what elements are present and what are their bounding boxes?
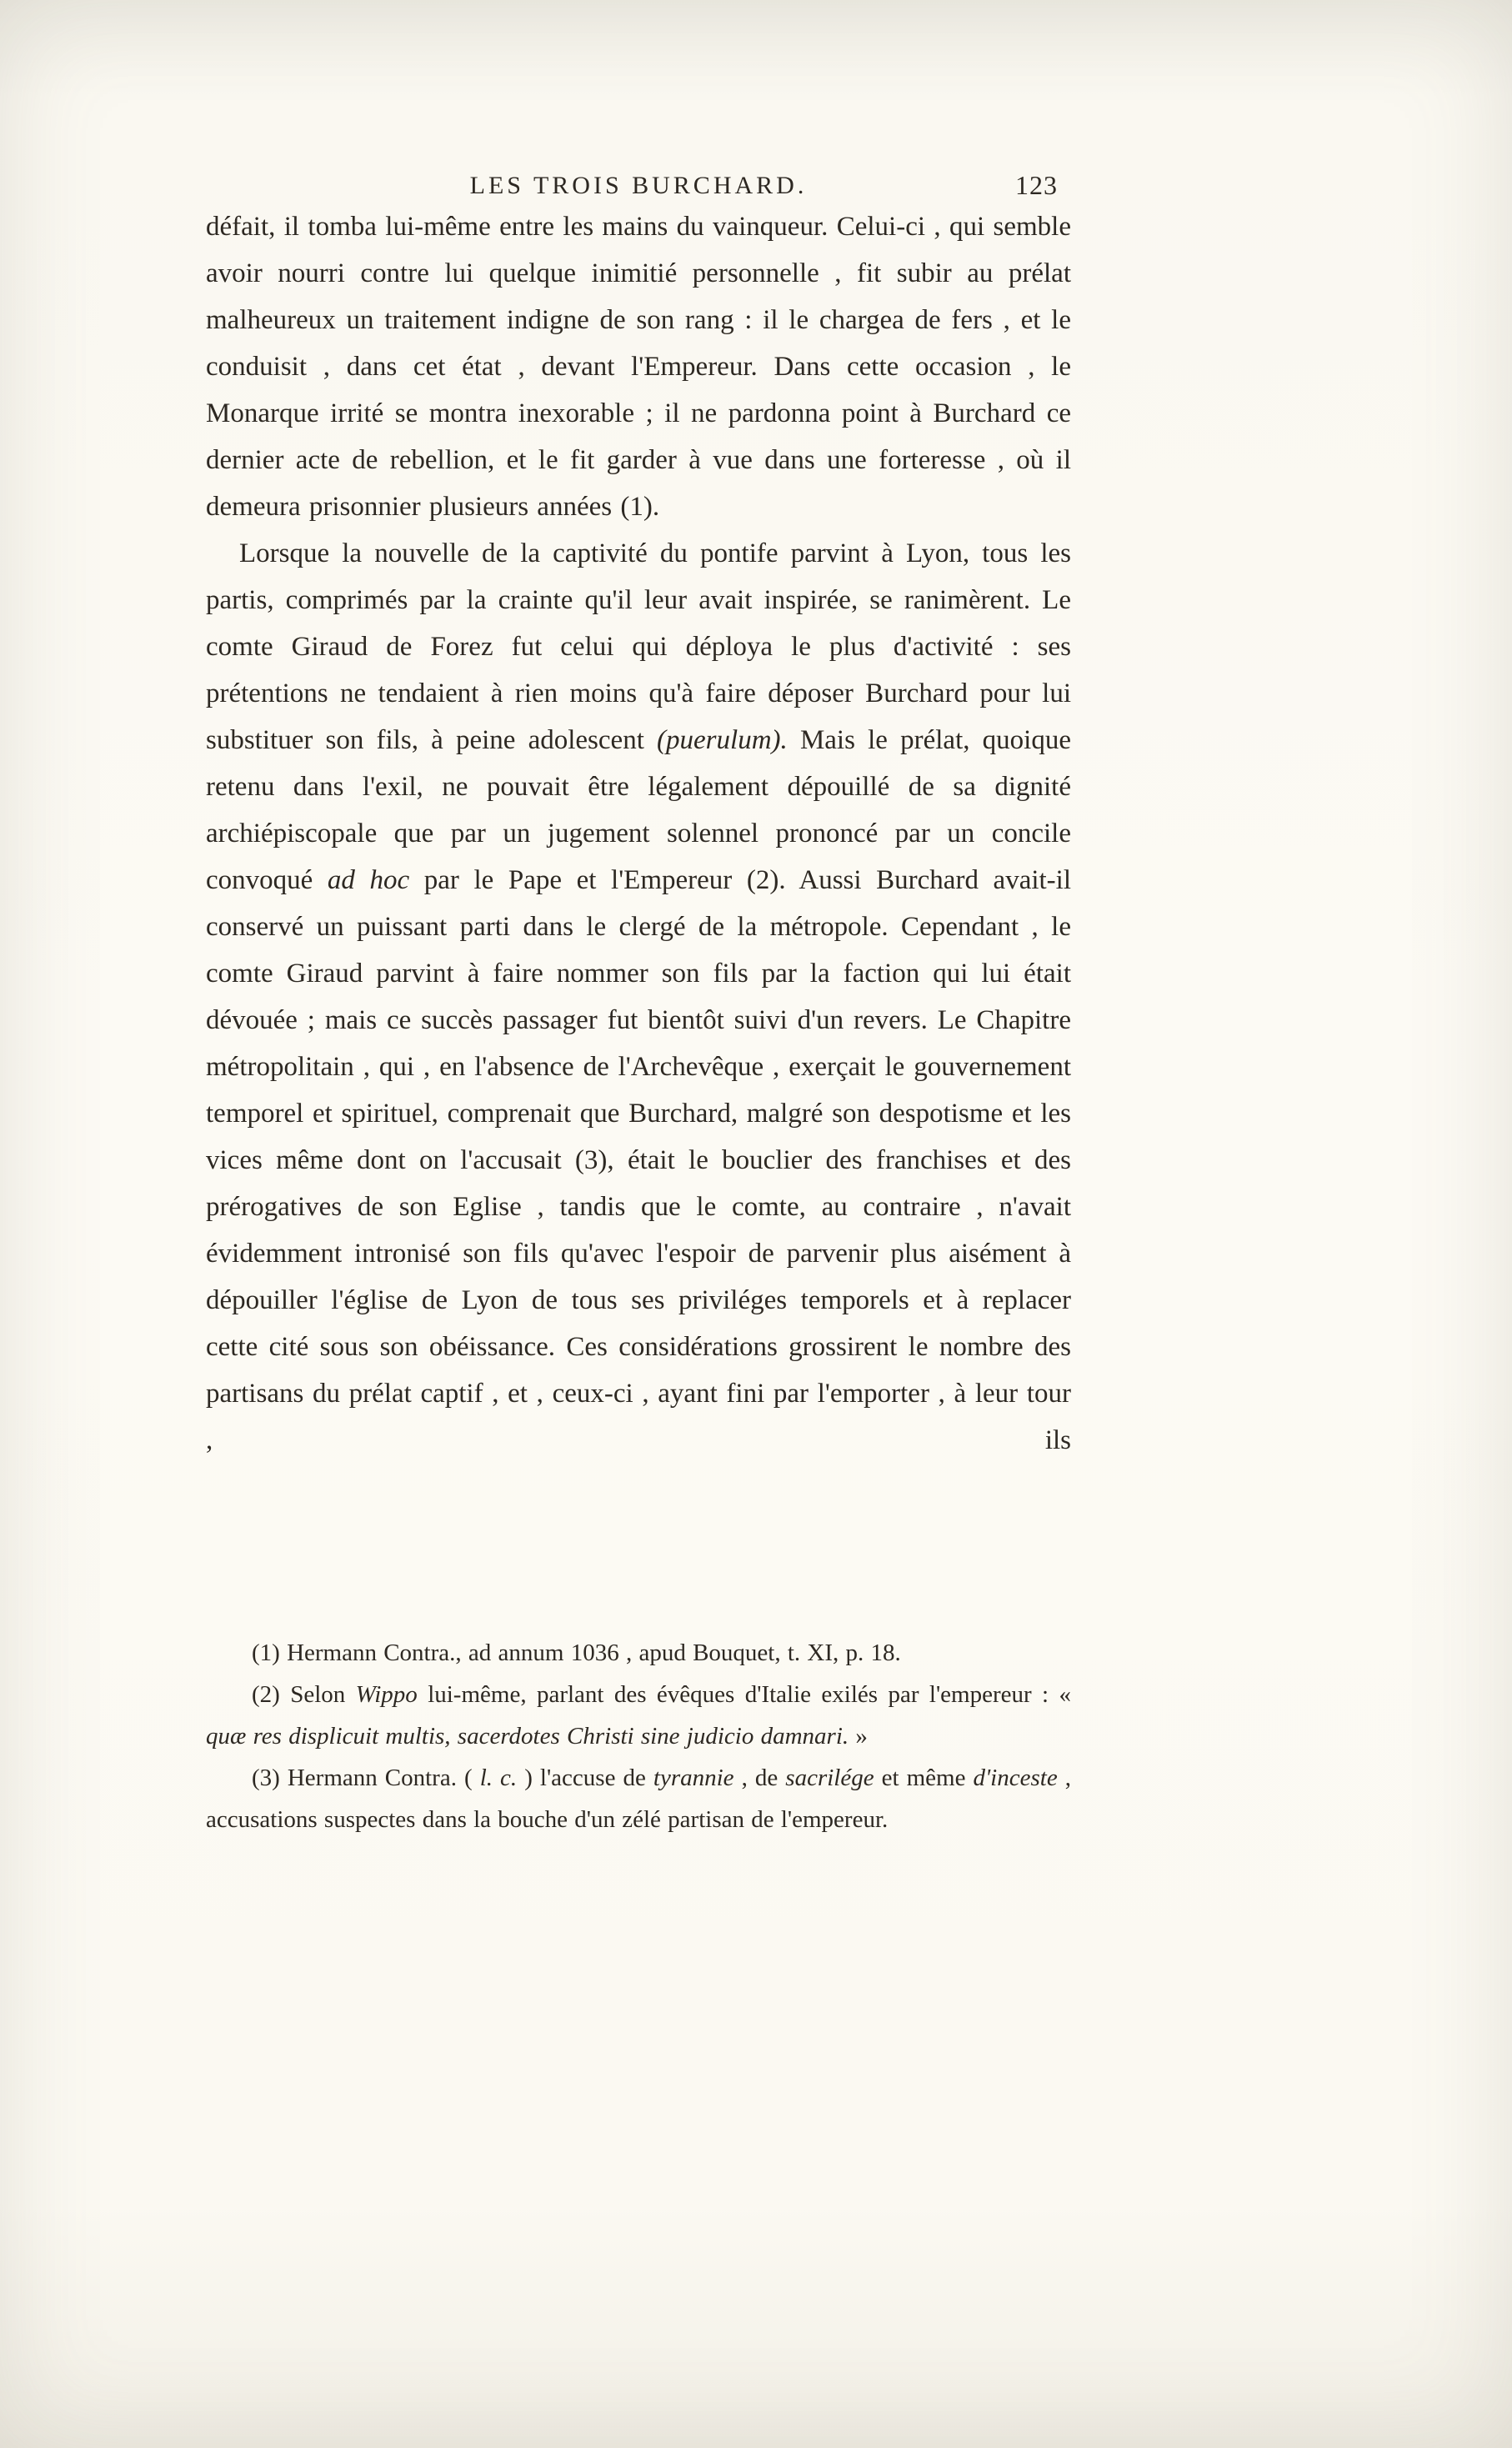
- running-title: LES TROIS BURCHARD.: [469, 172, 808, 199]
- body-text: [206, 203, 1071, 1464]
- footnote: [206, 1632, 1071, 1674]
- text-run: (3) Hermann Contra. (: [252, 1765, 480, 1791]
- footnote: [206, 1757, 1071, 1840]
- text-run: Mais le prélat, quoique retenu dans l'exil, ne pouvait être légalement dépouillé de sa dignité archiépiscopale que par un jugement solennel prononcé par un concile convoqué: [206, 725, 1071, 895]
- text-run: (1) Hermann Contra., ad annum 1036 , apud Bouquet, t. XI, p. 18.: [252, 1640, 901, 1666]
- italic-text-run: tyrannie: [653, 1765, 734, 1791]
- text-run: ) l'accuse de: [517, 1765, 653, 1791]
- page-number: 123: [1015, 170, 1058, 200]
- text-run: lui-même, parlant des évêques d'Italie exilés par l'empereur : «: [417, 1681, 1072, 1708]
- italic-text-run: l. c.: [479, 1765, 518, 1791]
- footnote: [206, 1674, 1071, 1757]
- italic-text-run: sacrilége: [785, 1765, 874, 1791]
- italic-text-run: Wippo: [355, 1681, 418, 1708]
- paragraph: [206, 530, 1071, 1464]
- text-run: (2) Selon: [252, 1681, 356, 1708]
- text-run: et même: [874, 1765, 974, 1791]
- italic-text-run: ad hoc: [327, 865, 410, 895]
- italic-text-run: (puerulum).: [657, 725, 788, 755]
- text-run: par le Pape et l'Empereur (2). Aussi Burchard avait-il conservé un puissant parti dans le clergé de la métropole. Cependant , le comte Giraud parvint à faire nommer son fils par la faction qui lui était dévouée ; mais ce succès passager fut bientôt suivi d'un revers. Le Chapitre métropolitain , qui , en l'absence de l'Archevêque , exerçait le gouvernement temporel et spirituel, comprenait que Burchard, malgré son despotisme et les vices même dont on l'accusait (3), était le bouclier des franchises et des prérogatives de son Eglise , tandis que le comte, au contraire , n'avait évidemment intronisé son fils qu'avec l'espoir de parvenir plus aisément à dépouiller l'église de Lyon de tous ses priviléges temporels et à replacer cette cité sous son obéissance. Ces considérations grossirent le nombre des partisans du prélat captif , et , ceux-ci , ayant fini par l'emporter , à leur tour , ils: [206, 865, 1071, 1455]
- footnotes: [206, 1632, 1071, 1840]
- text-run: , de: [733, 1765, 786, 1791]
- paragraph: [206, 203, 1071, 530]
- text-run: »: [849, 1723, 868, 1750]
- text-run: , accusations suspectes dans la bouche d'un zélé partisan de l'empereur.: [206, 1765, 1071, 1833]
- text-run: défait, il tomba lui-même entre les mains du vainqueur. Celui-ci , qui semble avoir nourri contre lui quelque inimitié personnelle , fit subir au prélat malheureux un traitement indigne de son rang : il le chargea de fers , et le conduisit , dans cet état , devant l'Empereur. Dans cette occasion , le Monarque irrité se montra inexorable ; il ne pardonna point à Burchard ce dernier acte de rebellion, et le fit garder à vue dans une forteresse , où il demeura prisonnier plusieurs années (1).: [206, 212, 1071, 522]
- italic-text-run: quæ res displicuit multis, sacerdotes Christi sine judicio damnari.: [206, 1723, 849, 1750]
- text-run: Lorsque la nouvelle de la captivité du pontife parvint à Lyon, tous les partis, comprimés par la crainte qu'il leur avait inspirée, se ranimèrent. Le comte Giraud de Forez fut celui qui déploya le plus d'activité : ses prétentions ne tendaient à rien moins qu'à faire déposer Burchard pour lui substituer son fils, à peine adolescent: [206, 538, 1071, 755]
- italic-text-run: d'inceste: [973, 1765, 1058, 1791]
